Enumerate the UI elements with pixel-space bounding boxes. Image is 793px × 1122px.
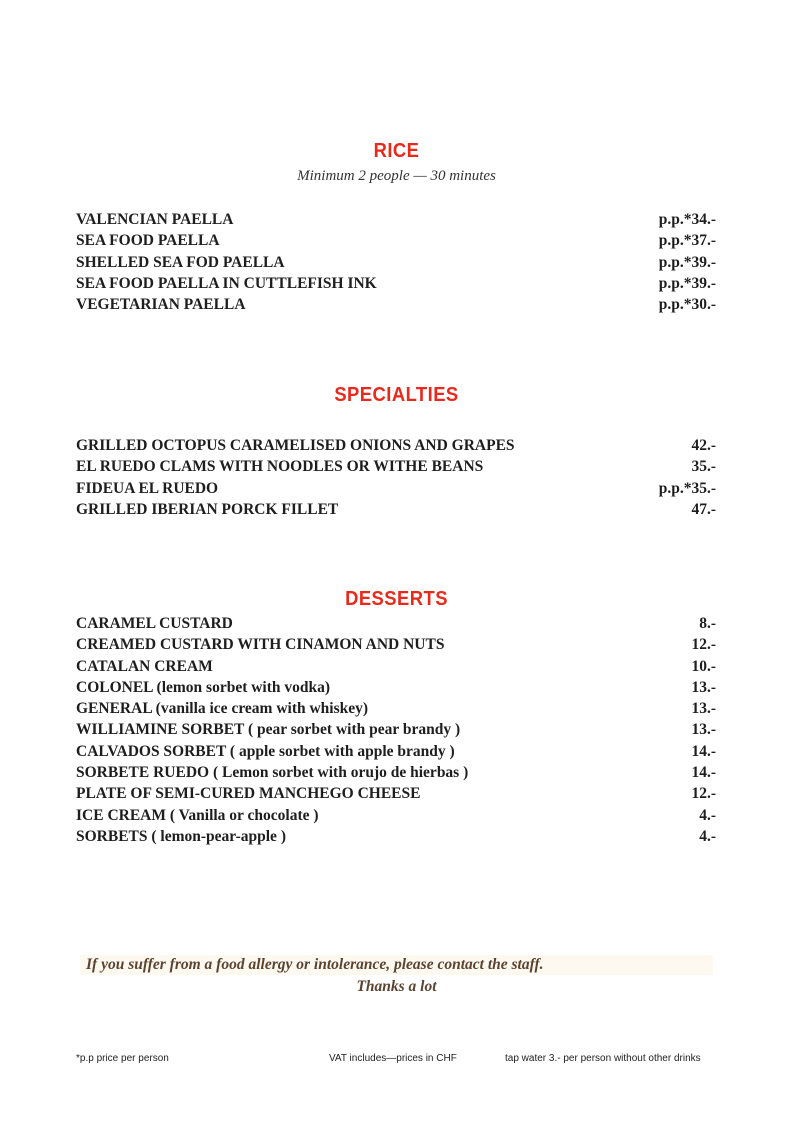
item-name: VEGETARIAN PAELLA [76, 296, 246, 314]
item-price: 14.- [691, 764, 716, 782]
menu-item [76, 677, 716, 698]
item-price: 13.- [691, 721, 716, 739]
item-price: p.p.*30.- [658, 296, 716, 314]
menu-item [76, 435, 716, 456]
item-price: p.p.*34.- [658, 211, 716, 228]
menu-item [76, 456, 716, 477]
footer-pp: *p.p price per person [76, 1053, 169, 1064]
item-price: 4.- [699, 806, 716, 824]
menu-item [76, 698, 716, 719]
allergy-note: If you suffer from a food allergy or intolerance, please contact the staff. [80, 955, 713, 975]
menu-item [76, 719, 716, 740]
item-price: 47.- [691, 500, 716, 518]
menu-item [76, 613, 716, 634]
menu-item [76, 634, 716, 655]
rice-list [76, 209, 716, 315]
item-name: WILLIAMINE SORBET ( pear sorbet with pear brandy ) [76, 721, 461, 739]
menu-item [76, 762, 716, 783]
item-price: 13.- [691, 678, 716, 696]
item-name: SEA FOOD PAELLA IN CUTTLEFISH INK [76, 274, 377, 292]
item-price: 42.- [691, 437, 716, 454]
specialties-list [76, 435, 716, 520]
item-price: 4.- [699, 827, 716, 845]
thanks-note: Thanks a lot [356, 978, 437, 995]
item-name: VALENCIAN PAELLA [76, 211, 234, 228]
item-name: EL RUEDO CLAMS WITH NOODLES OR WITHE BEANS [76, 458, 484, 476]
item-price: 13.- [691, 700, 716, 718]
desserts-list [76, 613, 716, 847]
item-price: 12.- [691, 636, 716, 654]
item-name: GRILLED IBERIAN PORCK FILLET [76, 500, 339, 518]
menu-item [76, 656, 716, 677]
item-name: SHELLED SEA FOD PAELLA [76, 253, 285, 271]
item-name: SEA FOOD PAELLA [76, 232, 220, 250]
item-price: 14.- [691, 742, 716, 760]
menu-item [76, 783, 716, 804]
item-name: PLATE OF SEMI-CURED MANCHEGO CHEESE [76, 785, 421, 803]
rice-subtitle: Minimum 2 people — 30 minutes [297, 168, 496, 184]
item-price: p.p.*39.- [658, 253, 716, 271]
menu-item [76, 805, 716, 826]
menu-item [76, 230, 716, 251]
menu-item [76, 741, 716, 762]
item-name: COLONEL (lemon sorbet with vodka) [76, 678, 331, 696]
item-price: 8.- [699, 615, 716, 632]
menu-item [76, 294, 716, 315]
footer-vat: VAT includes—prices in CHF [329, 1053, 457, 1064]
menu-item [76, 273, 716, 294]
item-name: SORBETS ( lemon-pear-apple ) [76, 827, 286, 845]
menu-item [76, 499, 716, 520]
footer-water: tap water 3.- per person without other drinks [505, 1053, 701, 1064]
item-price: 12.- [691, 785, 716, 803]
specialties-heading: SPECIALTIES [334, 384, 459, 406]
item-price: p.p.*35.- [658, 479, 716, 497]
item-name: CATALAN CREAM [76, 657, 213, 675]
menu-item [76, 252, 716, 273]
item-price: p.p.*39.- [658, 274, 716, 292]
menu-item [76, 826, 716, 847]
item-name: CALVADOS SORBET ( apple sorbet with apple brandy ) [76, 742, 455, 760]
item-name: CARAMEL CUSTARD [76, 615, 233, 632]
item-price: 10.- [691, 657, 716, 675]
menu-item [76, 478, 716, 499]
desserts-heading: DESSERTS [345, 588, 448, 610]
item-price: 35.- [691, 458, 716, 476]
item-name: FIDEUA EL RUEDO [76, 479, 219, 497]
menu-item [76, 209, 716, 230]
item-name: GENERAL (vanilla ice cream with whiskey) [76, 700, 369, 718]
item-name: GRILLED OCTOPUS CARAMELISED ONIONS AND GRAPES [76, 437, 515, 454]
rice-heading: RICE [373, 140, 420, 162]
item-name: ICE CREAM ( Vanilla or chocolate ) [76, 806, 319, 824]
item-price: p.p.*37.- [658, 232, 716, 250]
item-name: CREAMED CUSTARD WITH CINAMON AND NUTS [76, 636, 445, 654]
item-name: SORBETE RUEDO ( Lemon sorbet with orujo de hierbas ) [76, 764, 469, 782]
